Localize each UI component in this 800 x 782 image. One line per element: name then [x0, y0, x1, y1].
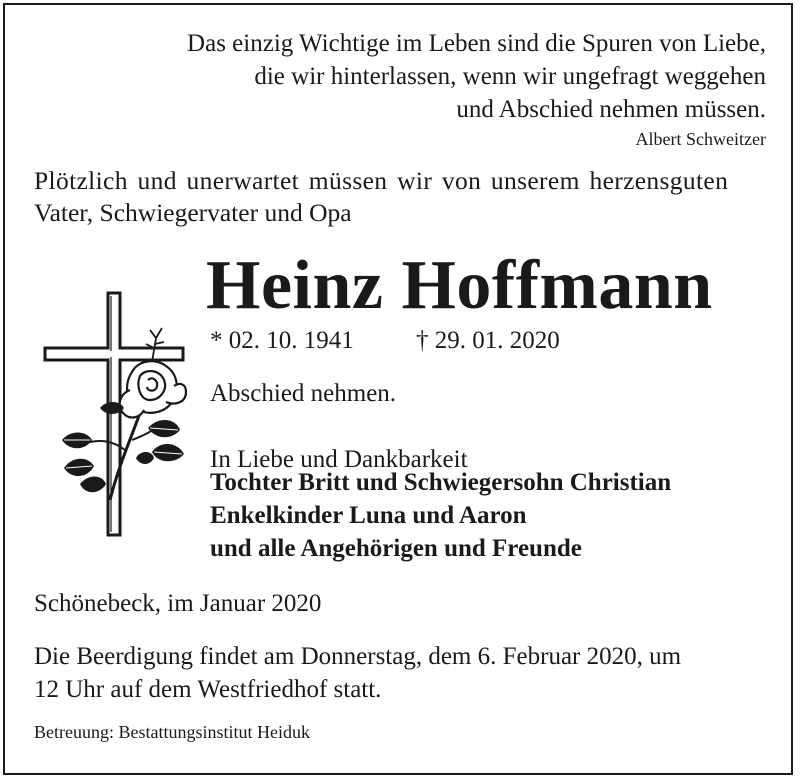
cross-with-rose-icon: [40, 290, 200, 545]
funeral-line-2: 12 Uhr auf dem Westfriedhof statt.: [34, 676, 382, 703]
quote-author: Albert Schweitzer: [635, 129, 766, 149]
quote-line-3: und Abschied nehmen müssen.: [456, 96, 766, 123]
mourner-line-3: und alle Angehörigen und Freunde: [210, 535, 582, 562]
quote-line-2: die wir hinterlassen, wenn wir ungefragt weggehen: [254, 63, 766, 90]
place-date: Schönebeck, im Januar 2020: [34, 590, 322, 617]
birth-date: * 02. 10. 1941: [210, 327, 354, 354]
mourner-line-1: Tochter Britt und Schwiegersohn Christian: [210, 469, 672, 496]
farewell-text: Abschied nehmen.: [210, 380, 397, 407]
intro-line-2: Vater, Schwiegervater und Opa: [34, 198, 352, 227]
mourners-intro: In Liebe und Dankbarkeit: [210, 446, 468, 473]
deceased-name: Heinz Hoffmann: [206, 247, 713, 324]
quote-line-1: Das einzig Wichtige im Leben sind die Spuren von Liebe,: [187, 30, 766, 57]
death-date: † 29. 01. 2020: [416, 327, 560, 354]
intro-line-1: Plötzlich und unerwartet müssen wir von unserem herzensguten: [34, 166, 729, 195]
care-note: Betreuung: Bestattungsinstitut Heiduk: [34, 722, 310, 742]
funeral-line-1: Die Beerdigung findet am Donnerstag, dem 6. Februar 2020, um: [34, 643, 682, 670]
mourner-line-2: Enkelkinder Luna und Aaron: [210, 502, 527, 529]
